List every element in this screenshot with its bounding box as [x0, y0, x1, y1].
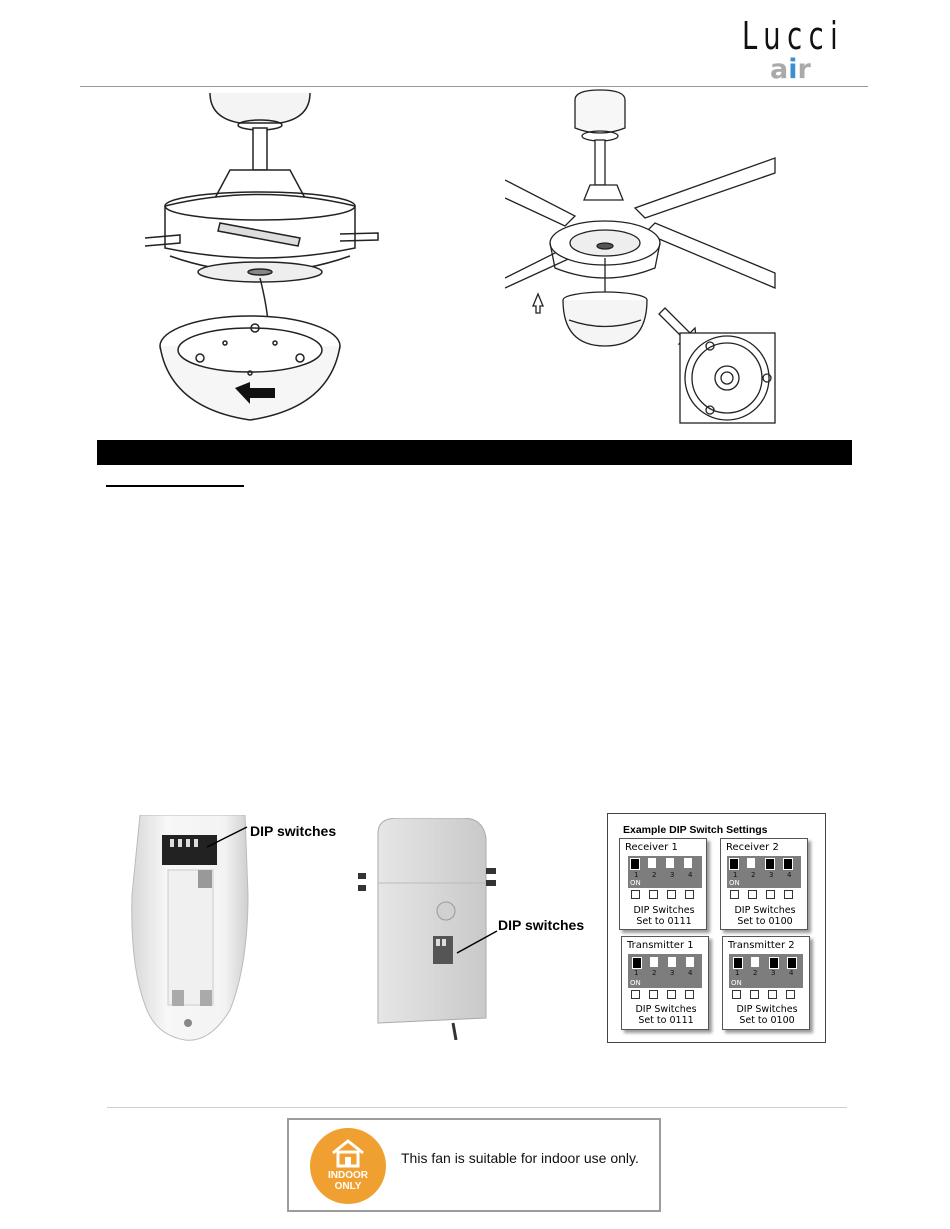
- dip-switch-number: 4: [688, 871, 693, 879]
- dip-switch-block: [628, 856, 702, 888]
- dip-on-label: ON: [630, 979, 641, 987]
- logo-letter-a: a: [770, 54, 789, 85]
- dip-pin: [748, 890, 757, 899]
- card-caption-line2: Set to 0100: [737, 916, 793, 927]
- fan-light-kit-illustration-left: [140, 88, 380, 428]
- card-caption-line1: DIP Switches: [635, 1004, 697, 1015]
- dip-pin: [786, 990, 795, 999]
- dip-switch-number: 3: [670, 969, 675, 977]
- card-title: Receiver 2: [726, 842, 779, 853]
- dip-switch-number: 1: [733, 871, 738, 879]
- badge-line2: ONLY: [334, 1181, 362, 1192]
- brand-logo-lucci: Lucci: [742, 14, 845, 58]
- dip-on-label: ON: [731, 979, 742, 987]
- receiver-dip-switches-label: DIP switches: [498, 917, 585, 933]
- remote-dip-pointer: [205, 822, 250, 857]
- dip-card-transmitter-1: [621, 936, 709, 1030]
- fan-light-kit-illustration-right: [505, 88, 780, 428]
- dip-pin: [649, 890, 658, 899]
- section-header-bar: [97, 440, 852, 465]
- dip-switch-number: 1: [735, 969, 740, 977]
- brand-logo-air: [770, 54, 811, 85]
- dip-pin: [667, 890, 676, 899]
- dip-switch-block: [628, 954, 702, 988]
- dip-pin: [766, 890, 775, 899]
- dip-switch-number: 2: [751, 871, 756, 879]
- dip-pin: [631, 990, 640, 999]
- dip-pin: [667, 990, 676, 999]
- house-icon: [330, 1138, 366, 1168]
- dip-pin: [685, 890, 694, 899]
- dip-switch-number: 2: [652, 871, 657, 879]
- indoor-notice-text: This fan is suitable for indoor use only.: [401, 1150, 639, 1166]
- dip-pin: [768, 990, 777, 999]
- dip-card-transmitter-2: [722, 936, 810, 1030]
- card-caption-line1: DIP Switches: [734, 905, 796, 916]
- dip-switch-number: 4: [787, 871, 792, 879]
- dip-pin: [631, 890, 640, 899]
- card-caption-line2: Set to 0111: [638, 1015, 694, 1026]
- dip-card-receiver-2: [720, 838, 808, 930]
- card-title: Transmitter 2: [728, 940, 795, 951]
- card-caption-line2: Set to 0111: [636, 916, 692, 927]
- logo-letter-i: i: [788, 54, 798, 85]
- dip-pin: [750, 990, 759, 999]
- dip-panel-title: Example DIP Switch Settings: [623, 824, 768, 836]
- indoor-only-badge: [310, 1128, 386, 1204]
- dip-pin: [730, 890, 739, 899]
- dip-switch-number: 1: [634, 969, 639, 977]
- header-divider: [80, 86, 868, 87]
- dip-pin: [784, 890, 793, 899]
- card-title: Transmitter 1: [627, 940, 694, 951]
- dip-card-receiver-1: [619, 838, 707, 930]
- remote-dip-switches-label: DIP switches: [250, 823, 337, 839]
- card-caption-line2: Set to 0100: [739, 1015, 795, 1026]
- footer-divider: [107, 1107, 847, 1108]
- logo-letter-r: r: [797, 54, 811, 85]
- dip-pin: [732, 990, 741, 999]
- badge-line1: INDOOR: [328, 1170, 368, 1181]
- dip-on-label: ON: [729, 879, 740, 887]
- dip-switch-number: 1: [634, 871, 639, 879]
- dip-switch-block: [729, 954, 803, 988]
- dip-switch-number: 2: [753, 969, 758, 977]
- dip-switch-number: 4: [688, 969, 693, 977]
- dip-switch-number: 3: [670, 871, 675, 879]
- dip-switch-number: 3: [769, 871, 774, 879]
- dip-switch-block: [727, 856, 801, 888]
- section-subheading-underline: [106, 485, 244, 487]
- card-caption-line1: DIP Switches: [633, 905, 695, 916]
- dip-pin: [685, 990, 694, 999]
- receiver-dip-pointer: [455, 928, 500, 963]
- dip-switch-number: 3: [771, 969, 776, 977]
- card-title: Receiver 1: [625, 842, 678, 853]
- dip-on-label: ON: [630, 879, 641, 887]
- dip-switch-number: 2: [652, 969, 657, 977]
- card-caption-line1: DIP Switches: [736, 1004, 798, 1015]
- dip-pin: [649, 990, 658, 999]
- dip-switch-number: 4: [789, 969, 794, 977]
